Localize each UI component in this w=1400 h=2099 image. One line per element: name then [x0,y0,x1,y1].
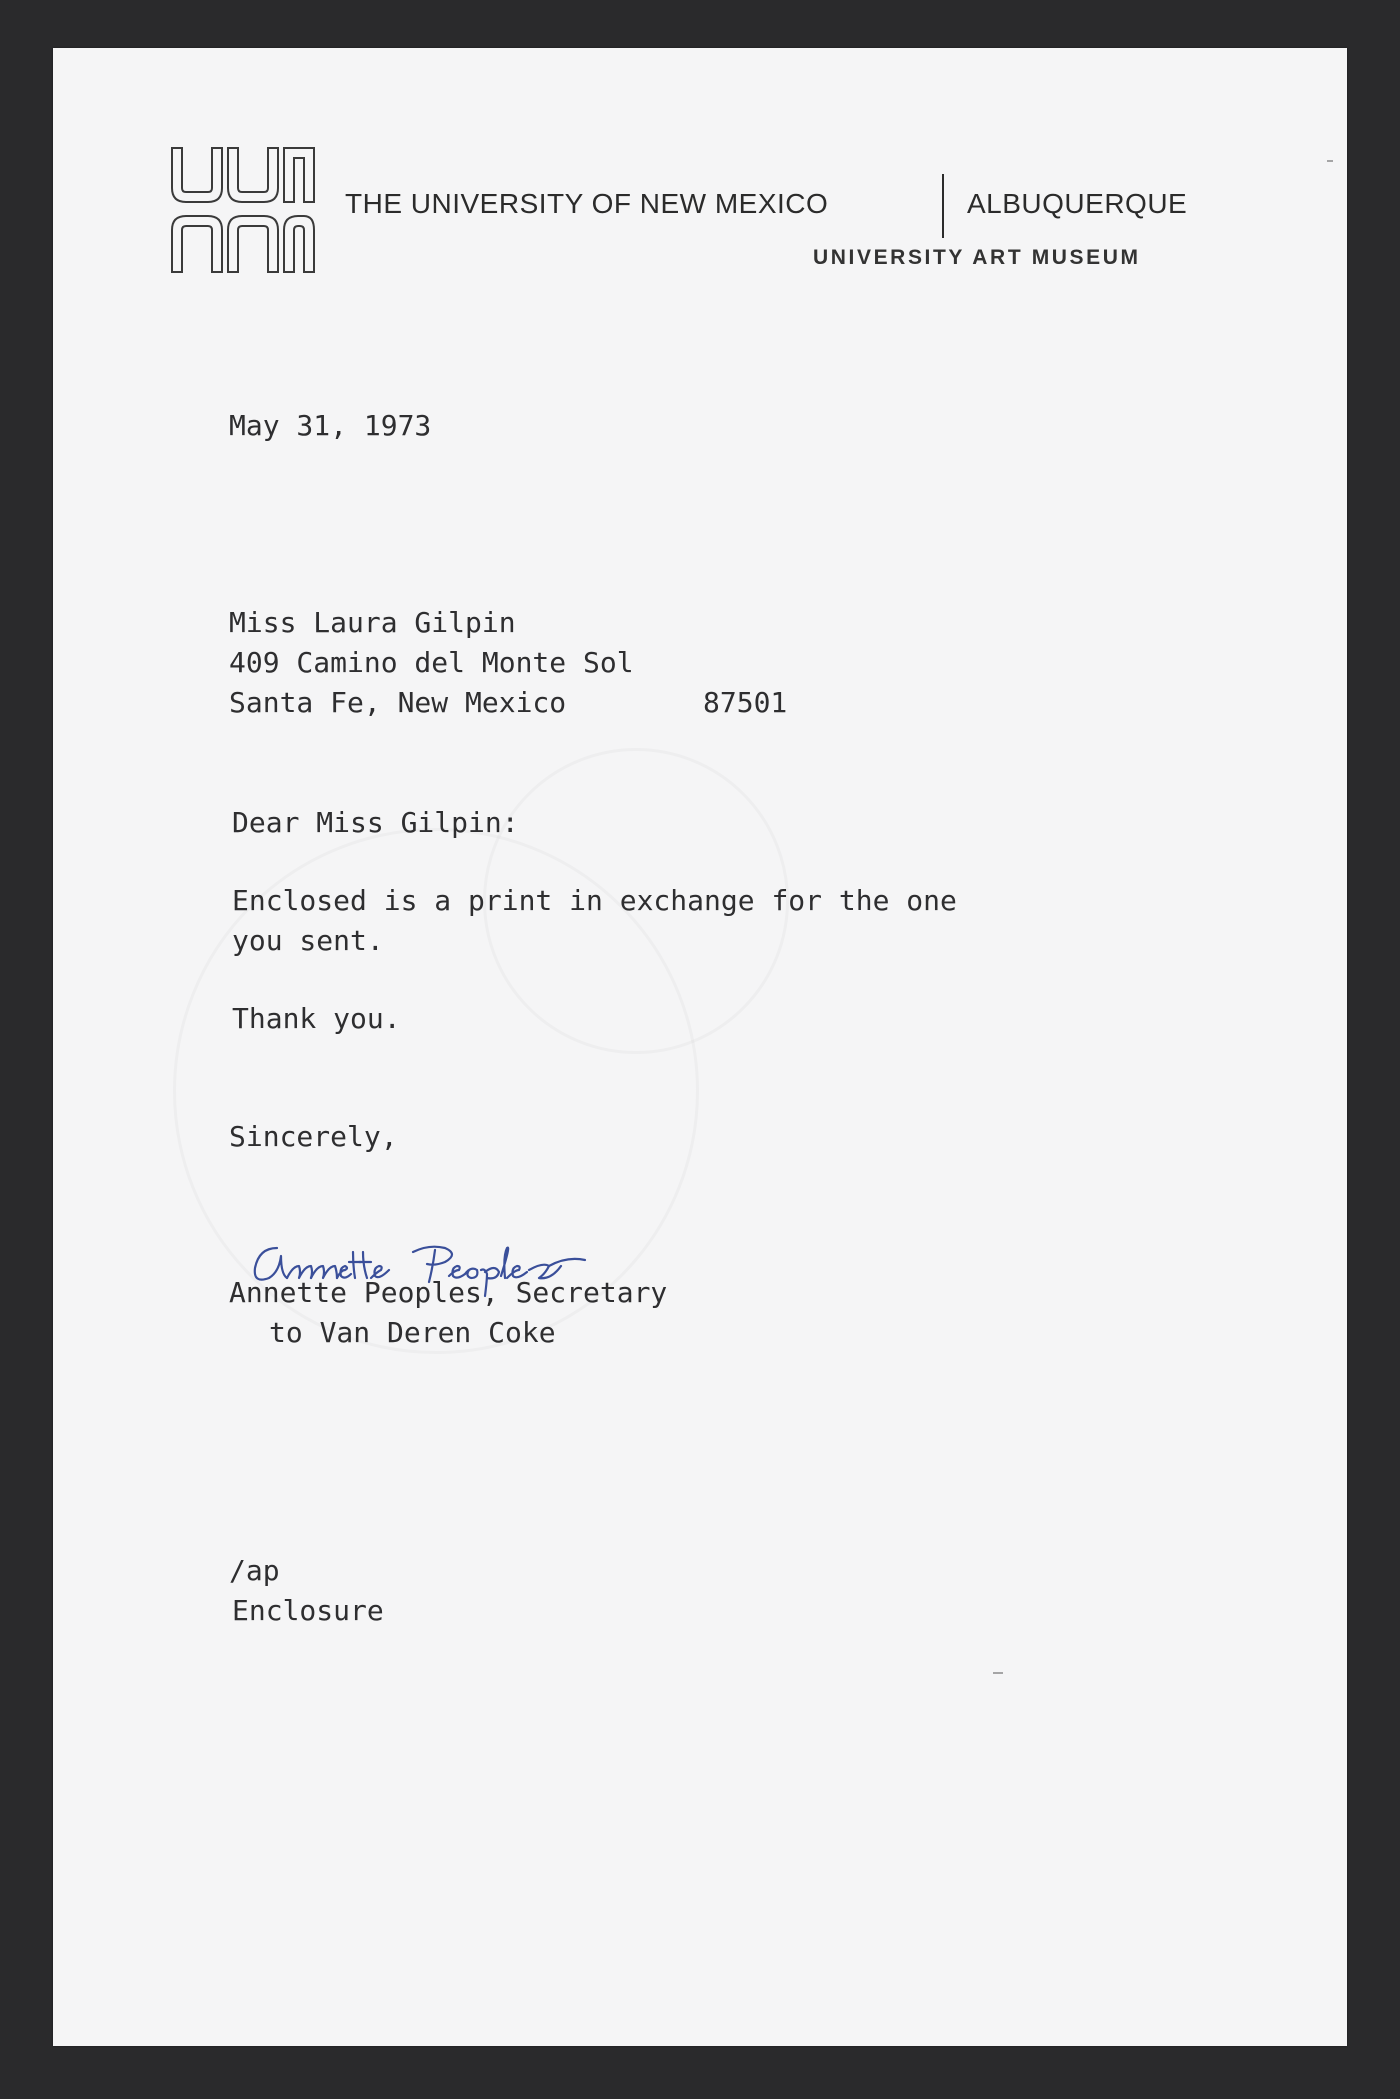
recipient-name: Miss Laura Gilpin [229,606,516,639]
closing: Sincerely, [229,1120,398,1153]
salutation: Dear Miss Gilpin: [232,806,519,839]
signer-affiliation: to Van Deren Coke [269,1316,556,1349]
header-divider [942,174,944,238]
department-name: UNIVERSITY ART MUSEUM [813,246,1141,269]
body-line: you sent. [232,924,384,957]
institution-city: ALBUQUERQUE [967,188,1188,219]
body-line: Enclosed is a print in exchange for the one [232,884,957,917]
unm-logo-icon [168,144,318,276]
signer-name-title: Annette Peoples, Secretary [229,1276,668,1309]
institution-name: THE UNIVERSITY OF NEW MEXICO [345,188,829,219]
paper-speck [993,1672,1003,1674]
recipient-street: 409 Camino del Monte Sol [229,646,634,679]
enclosure-note: Enclosure [232,1594,384,1627]
letter-page [53,48,1347,2046]
recipient-zip: 87501 [703,686,788,719]
thanks-line: Thank you. [232,1002,401,1035]
paper-speck [1327,160,1333,162]
typist-initials: /ap [229,1554,280,1587]
letter-date: May 31, 1973 [229,409,432,442]
recipient-city-state: Santa Fe, New Mexico [229,686,567,719]
